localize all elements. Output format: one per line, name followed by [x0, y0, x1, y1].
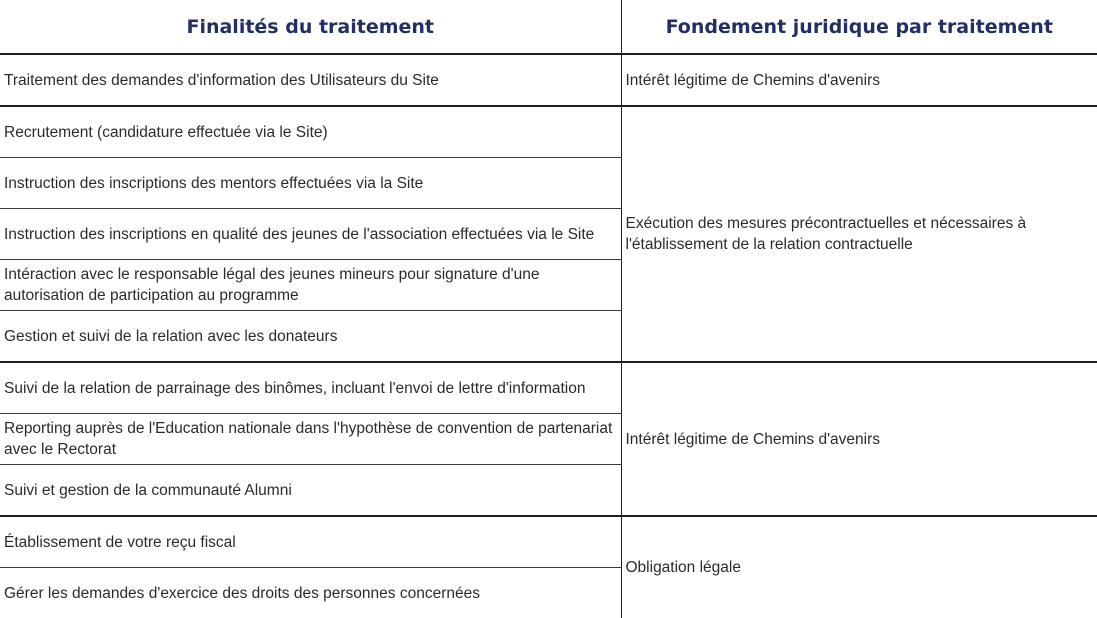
- header-legal-basis: Fondement juridique par traitement: [621, 0, 1097, 54]
- table-row: [0, 516, 1097, 568]
- table-row: [0, 54, 1097, 106]
- purpose-cell: Suivi de la relation de parrainage des binômes, incluant l'envoi de lettre d'information: [0, 362, 621, 414]
- legal-basis-cell: Exécution des mesures précontractuelles et nécessaires à l'établissement de la relation contractuelle: [621, 106, 1097, 362]
- legal-basis-cell: Obligation légale: [621, 516, 1097, 618]
- purpose-cell: Gérer les demandes d'exercice des droits des personnes concernées: [0, 568, 621, 618]
- purpose-cell: Suivi et gestion de la communauté Alumni: [0, 465, 621, 517]
- table-row: [0, 362, 1097, 414]
- table-row: [0, 106, 1097, 158]
- header-purposes: Finalités du traitement: [0, 0, 621, 54]
- purpose-cell: Recrutement (candidature effectuée via le Site): [0, 106, 621, 158]
- purpose-cell: Gestion et suivi de la relation avec les donateurs: [0, 311, 621, 363]
- purpose-cell: Instruction des inscriptions en qualité des jeunes de l'association effectuées via le Site: [0, 209, 621, 260]
- table-header-row: [0, 0, 1097, 54]
- purpose-cell: Reporting auprès de l'Education nationale dans l'hypothèse de convention de partenariat avec le Rectorat: [0, 414, 621, 465]
- legal-basis-cell: Intérêt légitime de Chemins d'avenirs: [621, 362, 1097, 516]
- purpose-cell: Instruction des inscriptions des mentors effectuées via la Site: [0, 158, 621, 209]
- legal-basis-cell: Intérêt légitime de Chemins d'avenirs: [621, 54, 1097, 106]
- purpose-cell: Traitement des demandes d'information des Utilisateurs du Site: [0, 54, 621, 106]
- purpose-cell: Établissement de votre reçu fiscal: [0, 516, 621, 568]
- purpose-cell: Intéraction avec le responsable légal des jeunes mineurs pour signature d'une autorisation de participation au programme: [0, 260, 621, 311]
